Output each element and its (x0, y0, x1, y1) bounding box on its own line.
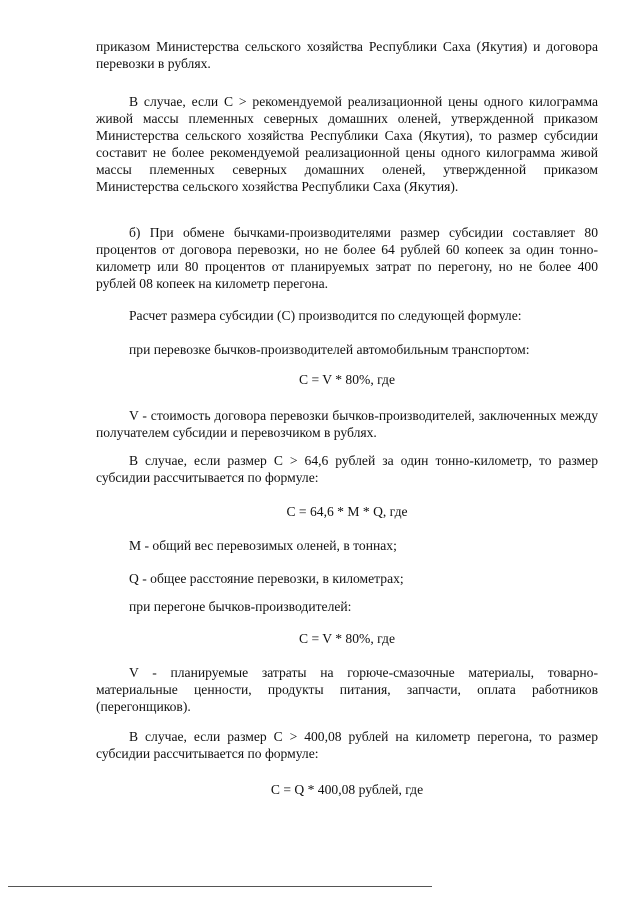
paragraph-formula-intro: Расчет размера субсидии (С) производится по следующей формуле: (129, 308, 522, 323)
paragraph-ton-km-limit: В случае, если размер С > 64,6 рублей за один тонно-километр, то размер субсидии рассчитывается по формуле: (96, 453, 598, 485)
formula-driving: C = V * 80%, где (298, 631, 395, 646)
paragraph-exchange-subsidy: б) При обмене бычками-производителями размер субсидии составляет 80 процентов от договора перевозки, но не более 64 рублей 60 копеек за один тонно-километр или 80 процентов от планируемых затрат по перегону, но не более 400 рублей 08 копеек на километр перегона. (96, 225, 598, 291)
paragraph-v-definition: V - стоимость договора перевозки бычков-производителей, заключенных между получателем субсидии и перевозчиком в рублях. (96, 408, 598, 440)
paragraph-driving: при перегоне бычков-производителей: (129, 599, 352, 614)
formula-km: C = Q * 400,08 рублей, где (270, 782, 424, 797)
paragraph-m-definition: М - общий вес перевозимых оленей, в тоннах; (129, 538, 397, 553)
paragraph-truck-transport: при перевозке бычков-производителей автомобильным транспортом: (129, 342, 530, 357)
footer-divider (8, 886, 432, 887)
paragraph-km-limit: В случае, если размер С > 400,08 рублей на километр перегона, то размер субсидии рассчитывается по формуле: (96, 729, 598, 761)
paragraph-v-costs: V - планируемые затраты на горюче-смазочные материалы, товарно-материальные ценности, продукты питания, запчасти, оплата работников (перегонщиков). (96, 665, 598, 714)
paragraph-price-limit: В случае, если С > рекомендуемой реализационной цены одного килограмма живой массы племенных северных домашних оленей, утвержденной приказом Министерства сельского хозяйства Республики Саха (Якутия), то размер субсидии составит не более рекомендуемой реализационной цены одного килограмма живой массы племенных северных домашних оленей, утвержденной приказом Министерства сельского хозяйства Республики Саха (Якутия). (96, 94, 598, 194)
paragraph-continuation: приказом Министерства сельского хозяйства Республики Саха (Якутия) и договора перевозки в рублях. (96, 39, 598, 71)
paragraph-q-definition: Q - общее расстояние перевозки, в километрах; (129, 571, 404, 586)
formula-ton-km: C = 64,6 * M * Q, где (286, 504, 408, 519)
formula-truck: C = V * 80%, где (298, 372, 395, 387)
